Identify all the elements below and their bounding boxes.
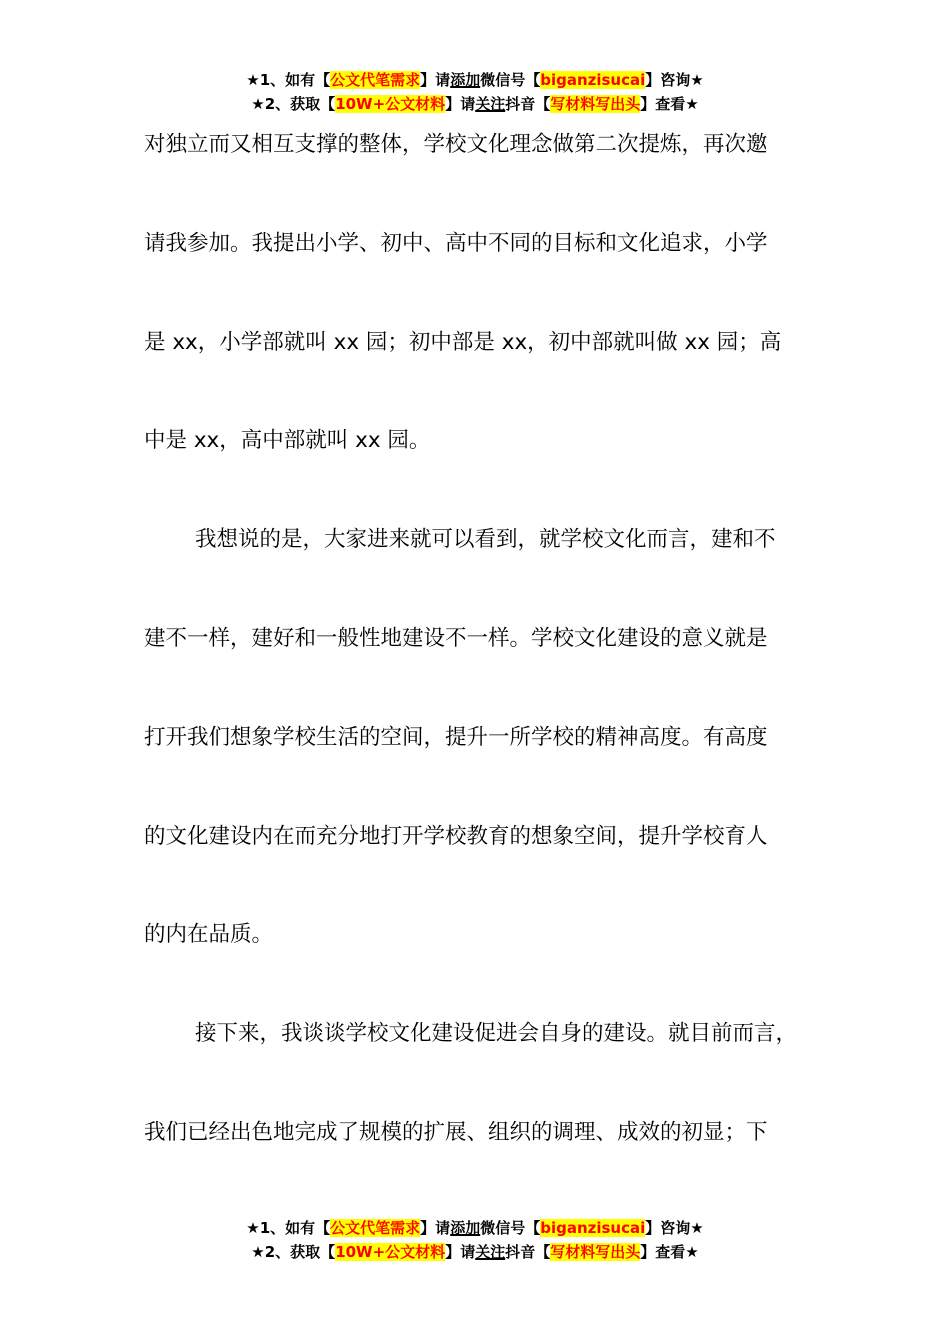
banner-text: 】请 bbox=[445, 1243, 476, 1261]
highlight-service: 公文代笔需求 bbox=[330, 1219, 421, 1237]
banner-text: 微信号【 bbox=[480, 71, 541, 89]
footer-banner bbox=[0, 1216, 950, 1264]
banner-line-1 bbox=[0, 68, 950, 92]
underlined-follow: 关注 bbox=[475, 1243, 506, 1261]
banner-line-1 bbox=[0, 1216, 950, 1240]
banner-text: ★2、获取【 bbox=[251, 1243, 336, 1261]
body-line: 对独立而又相互支撑的整体，学校文化理念做第二次提炼，再次邀 bbox=[144, 132, 768, 157]
body-line: 的内在品质。 bbox=[144, 922, 274, 948]
body-line: 请我参加。我提出小学、初中、高中不同的目标和文化追求，小学 bbox=[144, 230, 768, 256]
underlined-add: 添加 bbox=[450, 71, 481, 89]
banner-text: ★1、如有【 bbox=[246, 1219, 331, 1237]
banner-text: 】咨询★ bbox=[645, 71, 704, 89]
underlined-add: 添加 bbox=[450, 1219, 481, 1237]
banner-text: 】查看★ bbox=[640, 1243, 699, 1261]
body-line: 我们已经出色地完成了规模的扩展、组织的调理、成效的初显；下 bbox=[144, 1119, 768, 1145]
banner-text: 】请 bbox=[420, 71, 451, 89]
banner-text: 】请 bbox=[420, 1219, 451, 1237]
banner-text: 抖音【 bbox=[505, 95, 551, 113]
banner-text: 抖音【 bbox=[505, 1243, 551, 1261]
paragraph-start-line: 接下来，我谈谈学校文化建设促进会自身的建设。就目前而言， bbox=[195, 1021, 798, 1047]
highlight-douyin: 写材料写出头 bbox=[550, 1243, 641, 1261]
highlight-materials: 10W+公文材料 bbox=[335, 95, 446, 113]
body-line: 建不一样，建好和一般性地建设不一样。学校文化建设的意义就是 bbox=[144, 625, 768, 651]
banner-text: 微信号【 bbox=[480, 1219, 541, 1237]
banner-text: ★1、如有【 bbox=[246, 71, 331, 89]
body-line: 的文化建设内在而充分地打开学校教育的想象空间，提升学校育人 bbox=[144, 823, 768, 849]
header-banner bbox=[0, 68, 950, 116]
banner-line-2 bbox=[0, 1240, 950, 1264]
body-line: 是 xx，小学部就叫 xx 园；初中部是 xx，初中部就叫做 xx 园；高 bbox=[144, 329, 782, 355]
banner-text: 】查看★ bbox=[640, 95, 699, 113]
highlight-wechat-id: biganzisucai bbox=[540, 1219, 646, 1237]
banner-text: ★2、获取【 bbox=[251, 95, 336, 113]
underlined-follow: 关注 bbox=[475, 95, 506, 113]
highlight-service: 公文代笔需求 bbox=[330, 71, 421, 89]
body-line: 打开我们想象学校生活的空间，提升一所学校的精神高度。有高度 bbox=[144, 724, 768, 750]
banner-text: 】咨询★ bbox=[645, 1219, 704, 1237]
document-body bbox=[144, 121, 824, 1208]
highlight-douyin: 写材料写出头 bbox=[550, 95, 641, 113]
highlight-materials: 10W+公文材料 bbox=[335, 1243, 446, 1261]
highlight-wechat-id: biganzisucai bbox=[540, 71, 646, 89]
banner-text: 】请 bbox=[445, 95, 476, 113]
paragraph-start-line: 我想说的是，大家进来就可以看到，就学校文化而言，建和不 bbox=[195, 527, 776, 553]
body-line: 中是 xx，高中部就叫 xx 园。 bbox=[144, 428, 431, 454]
banner-line-2 bbox=[0, 92, 950, 116]
